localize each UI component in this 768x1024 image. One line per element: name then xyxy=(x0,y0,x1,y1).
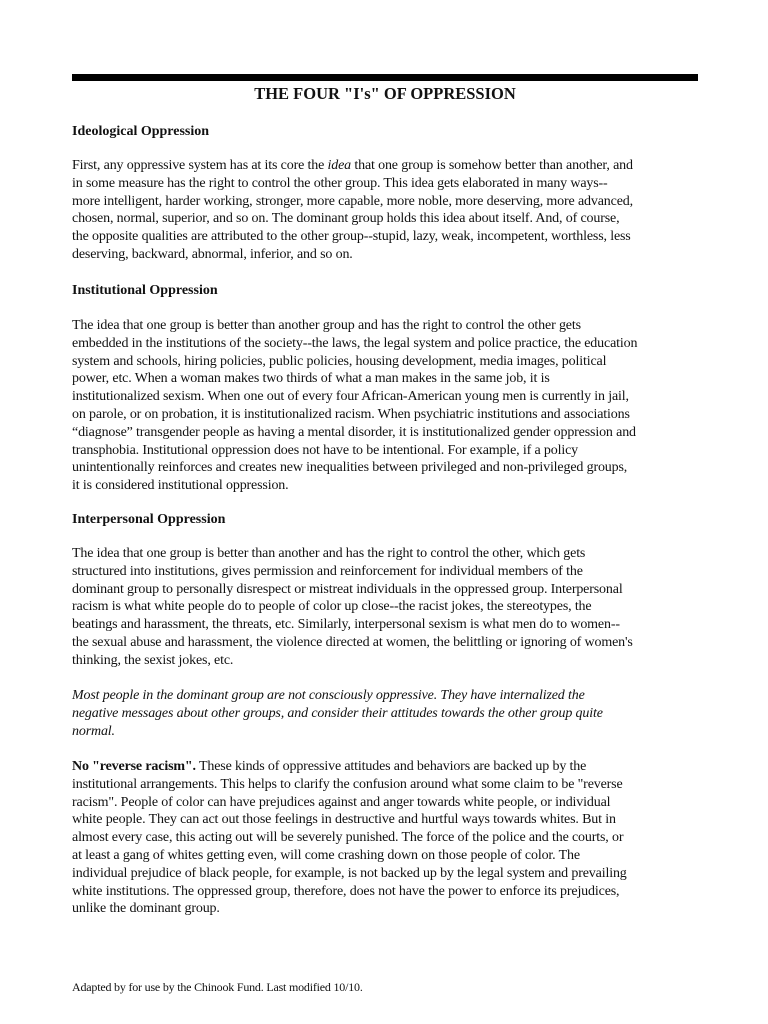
emphasis-idea: idea xyxy=(327,158,352,173)
paragraph-line: the sexual abuse and harassment, the violence directed at women, the belittling or ignoring of women's xyxy=(72,634,633,650)
paragraph-line: individual prejudice of black people, for example, is not backed up by the legal system and prevailing xyxy=(72,865,627,881)
paragraph-line: unintentionally reinforces and creates new inequalities between privileged and non-privileged groups, xyxy=(72,460,628,476)
paragraph-line: the opposite qualities are attributed to the other group--stupid, lazy, weak, incompetent, worthless, less xyxy=(72,229,631,245)
paragraph-line: more intelligent, harder working, stronger, more capable, more noble, more deserving, more advanced, xyxy=(72,193,633,209)
paragraph-line: The idea that one group is better than another and has the right to control the other, which gets xyxy=(72,546,586,561)
paragraph-line: deserving, backward, abnormal, inferior, and so on. xyxy=(72,246,353,262)
paragraph-line: First, any oppressive system has at its core the idea that one group is somehow better than another, and xyxy=(72,158,633,173)
paragraph-line: institutional arrangements. This helps to clarify the confusion around what some claim to be "reverse xyxy=(72,776,623,792)
section-heading-institutional: Institutional Oppression xyxy=(72,283,218,298)
paragraph-line: thinking, the sexist jokes, etc. xyxy=(72,652,234,668)
paragraph-line: white institutions. The oppressed group, therefore, does not have the power to enforce its prejudices, xyxy=(72,883,620,899)
paragraph-line: it is considered institutional oppression. xyxy=(72,478,289,494)
reverse-racism-lead: No "reverse racism". xyxy=(72,759,196,774)
italic-note xyxy=(72,687,702,740)
section-heading-interpersonal: Interpersonal Oppression xyxy=(72,512,226,527)
paragraph-line: The idea that one group is better than another group and has the right to control the other gets xyxy=(72,318,581,333)
paragraph-line: transphobia. Institutional oppression does not have to be intentional. For example, if a policy xyxy=(72,442,578,458)
paragraph-line: racism". People of color can have prejudices against and anger towards white people, or individual xyxy=(72,794,611,810)
paragraph-line: “diagnose” transgender people as having a mental disorder, it is institutionalized gender oppression and xyxy=(72,424,636,440)
section-heading-ideological: Ideological Oppression xyxy=(72,124,210,139)
paragraph-reverse-racism xyxy=(72,758,702,918)
paragraph-line: embedded in the institutions of the society--the laws, the legal system and police practice, the education xyxy=(72,335,638,351)
paragraph-institutional xyxy=(72,317,702,495)
paragraph-ideological xyxy=(72,157,702,264)
footer-note: Adapted by for use by the Chinook Fund. Last modified 10/10. xyxy=(72,980,363,994)
paragraph-line: system and schools, hiring policies, public policies, housing development, media images, political xyxy=(72,353,607,369)
top-rule xyxy=(72,74,698,81)
paragraph-line: beatings and harassment, the threats, etc. Similarly, interpersonal sexism is what men do to women-- xyxy=(72,617,620,633)
paragraph-line: white people. They can act out those feelings in destructive and hurtful ways towards whites. But in xyxy=(72,812,616,828)
paragraph-line: almost every case, this acting out will be severely punished. The force of the police and the courts, or xyxy=(72,830,624,846)
paragraph-line: No "reverse racism". These kinds of oppressive attitudes and behaviors are backed up by the xyxy=(72,759,587,774)
paragraph-line: racism is what white people do to people of color up close--the racist jokes, the stereotypes, the xyxy=(72,599,592,615)
paragraph-interpersonal xyxy=(72,545,702,670)
paragraph-line: on parole, or on probation, it is institutionalized racism. When psychiatric institutions and associations xyxy=(72,406,630,422)
paragraph-line: structured into institutions, gives permission and reinforcement for individual members of the xyxy=(72,563,583,579)
paragraph-line: power, etc. When a woman makes two thirds of what a man makes in the same job, it is xyxy=(72,371,550,387)
note-line: negative messages about other groups, and consider their attitudes towards the other group quite xyxy=(72,705,603,721)
paragraph-line: at least a gang of whites getting even, will come crashing down on those people of color. The xyxy=(72,847,580,863)
paragraph-line: dominant group to personally disrespect or mistreat individuals in the oppressed group. Interpersonal xyxy=(72,581,623,597)
paragraph-line: institutionalized sexism. When one out of every four African-American young men is currently in jail, xyxy=(72,389,629,405)
paragraph-line: chosen, normal, superior, and so on. The dominant group holds this idea about itself. And, of course, xyxy=(72,211,620,227)
paragraph-line: unlike the dominant group. xyxy=(72,901,220,917)
paragraph-line: in some measure has the right to control the other group. This idea gets elaborated in many ways-- xyxy=(72,175,608,191)
note-line: normal. xyxy=(72,723,115,739)
note-line: Most people in the dominant group are not consciously oppressive. They have internalized the xyxy=(72,688,585,703)
document-title: THE FOUR "I's" OF OPPRESSION xyxy=(254,84,516,103)
